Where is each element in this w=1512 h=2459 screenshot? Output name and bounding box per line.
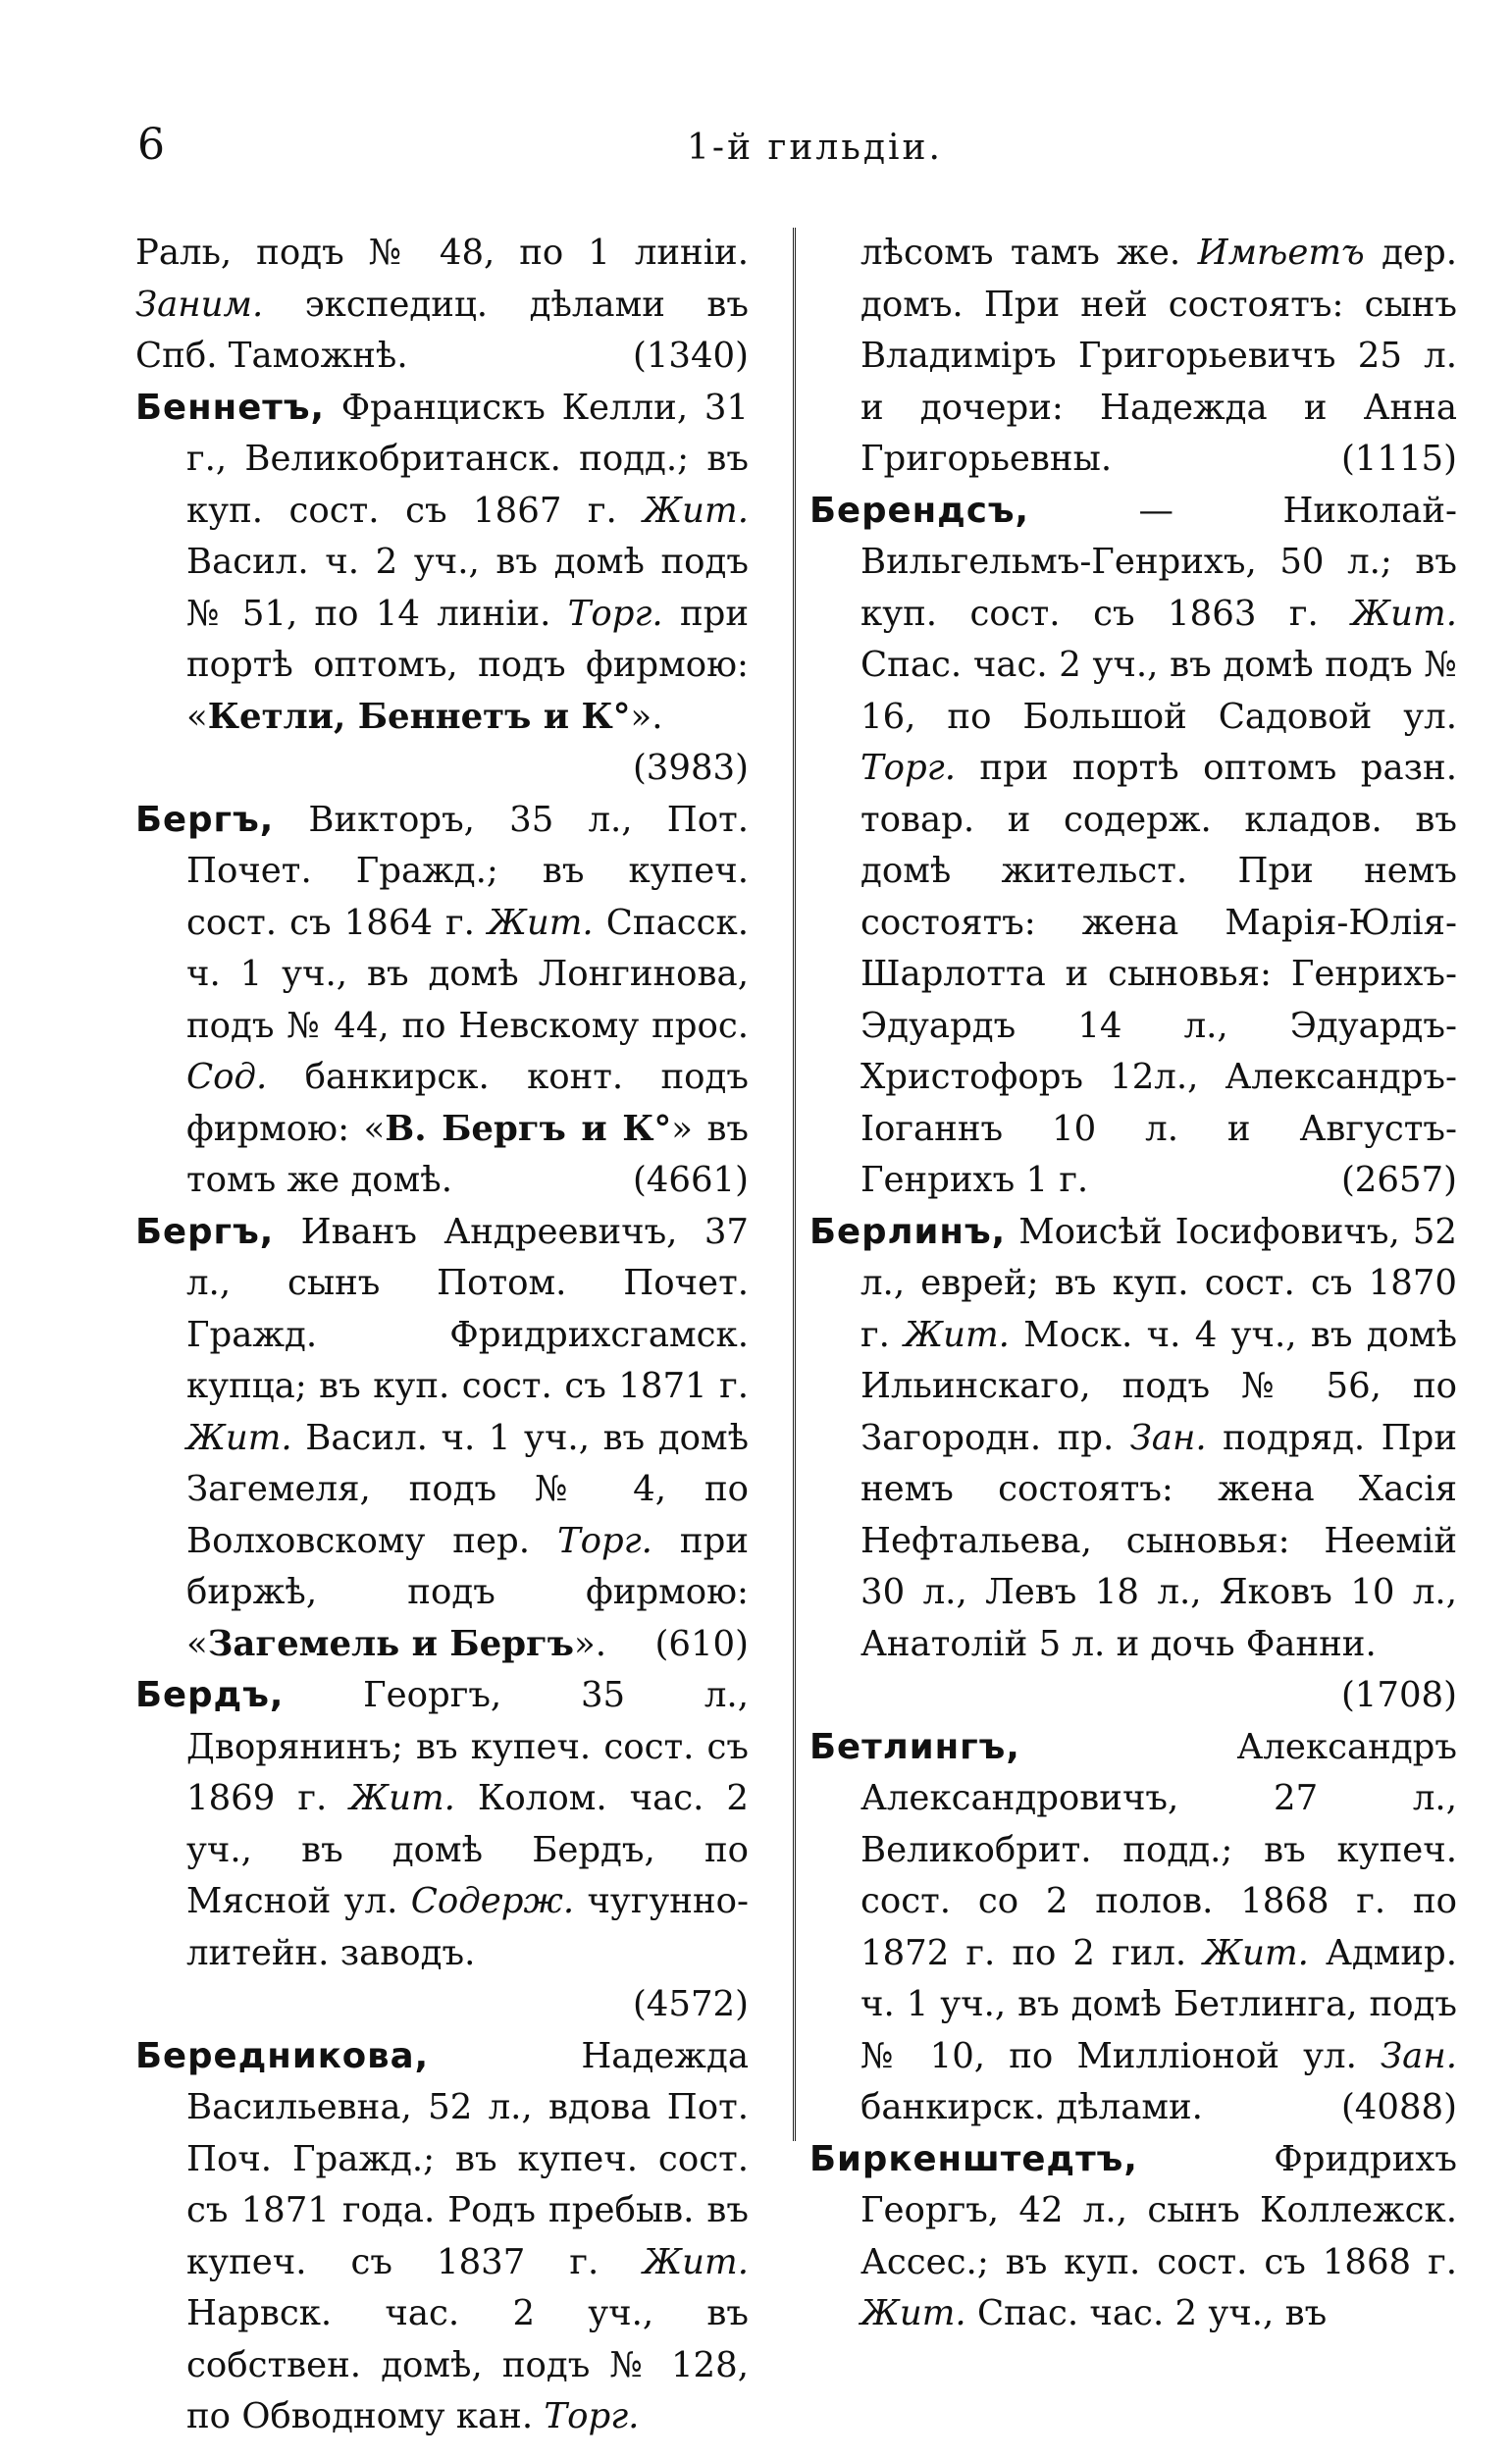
entry-text: лѣсомъ тамъ же.	[860, 233, 1198, 273]
entry-text: Надежда Васильевна, 52 л., вдова Пот. Поч. Гражд.; въ купеч. сост. съ 1871 года. Родъ пребыв. въ купеч. съ 1837 г.	[186, 2035, 749, 2282]
entry-text: Васил. ч. 2 уч., въ домѣ подъ № 51, по 14 линіи.	[186, 542, 749, 634]
entry	[135, 2031, 749, 2443]
entry-text: ».	[630, 696, 663, 737]
entry-surname: Биркенштедтъ,	[809, 2138, 1138, 2179]
entry-number: (610)	[654, 1623, 749, 1664]
entry	[809, 1722, 1457, 2134]
column-divider	[793, 228, 796, 2141]
entry-text: Моск. ч. 4 уч., въ домѣ Ильинскаго, подъ № 56, по Загородн. пр.	[860, 1314, 1458, 1458]
entry-surname: Бергъ,	[135, 799, 275, 840]
entry-number: (2657)	[1340, 1160, 1457, 1200]
entry-text: Фридрихъ Георгъ, 42 л., сынъ Коллежск. Ассес.; въ куп. сост. съ 1868 г.	[860, 2138, 1457, 2282]
entry	[135, 1207, 749, 1671]
entry-text: при портѣ оптомъ разн. товар. и содерж. кладов. въ домѣ жительст. При немъ состоятъ: жена Марія-Юлія-Шарлотта и сыновья: Генрихъ-Эдуардъ 14 л., Эдуардъ-Христофоръ 12л., Александръ-Іоганнъ 10 л. и Августъ-Генрихъ 1 г.	[860, 748, 1457, 1200]
entry-surname: Беннетъ,	[135, 387, 326, 428]
entry-text: Иванъ Андреевичъ, 37 л., сынъ Потом. Почет. Гражд. Фридрихсгамск. купца; въ куп. сост. съ 1871 г.	[186, 1211, 749, 1406]
entry-number: (1708)	[1340, 1675, 1457, 1715]
entry-italic: Заним.	[135, 284, 264, 325]
entry-text: Францискъ Келли, 31 г., Великобританск. подд.; въ куп. сост. съ 1867 г.	[186, 387, 749, 531]
entry	[135, 383, 749, 795]
entry	[135, 795, 749, 1207]
entry-text: — Николай-Вильгельмъ-Генрихъ, 50 л.; въ куп. сост. съ 1863 г.	[860, 490, 1457, 634]
entry-italic: Жит.	[643, 2241, 749, 2282]
running-head: 1-й гильдіи.	[687, 128, 943, 168]
entry-text: Раль, подъ № 48, по 1 линіи.	[135, 233, 749, 273]
entry-text: Александръ Александровичъ, 27 л., Великобрит. подд.; въ купеч. сост. со 2 полов. 1868 г. по 1872 г. по 2 гил.	[860, 1726, 1457, 1973]
entry-text: экспедиц. дѣлами въ Спб. Таможнѣ.	[135, 284, 749, 376]
entry-text: банкирск. дѣлами.	[860, 2087, 1203, 2127]
entry-text: Васил. ч. 1 уч., въ домѣ Загемеля, подъ № 4, по Волховскому пер.	[186, 1417, 749, 1561]
right-column	[809, 228, 1457, 2340]
entry-italic: Зан.	[1129, 1417, 1207, 1458]
entry	[809, 486, 1457, 1207]
entry-text: ».	[574, 1623, 607, 1664]
entry-italic: Жит.	[186, 1417, 292, 1458]
entry	[809, 2134, 1457, 2340]
entry-number: (4572)	[632, 1984, 749, 2024]
entry-italic: Жит.	[1351, 593, 1457, 634]
entry-text: подряд. При немъ состоятъ: жена Хасія Нефтальева, сыновья: Неемій 30 л., Левъ 18 л., Яковъ 10 л., Анатолій 5 л. и дочь Фанни.	[860, 1417, 1457, 1664]
entry-text: чугунно-литейн. заводъ.	[186, 1881, 749, 1973]
entry-italic: Торг.	[567, 593, 663, 634]
entry-italic: Жит.	[860, 2293, 966, 2333]
entry-firm: Кетли, Беннетъ и К°	[207, 696, 631, 737]
entry-surname: Берлинъ,	[809, 1211, 1007, 1252]
entry-firm: Загемель и Бергъ	[207, 1623, 575, 1664]
entry-surname: Бетлингъ,	[809, 1726, 1020, 1767]
entry-italic: Торг.	[860, 748, 957, 788]
entry-italic: Сод.	[186, 1057, 268, 1097]
entry-text: Моисѣй Іосифовичъ, 52 л., еврей; въ куп. сост. съ 1870 г.	[860, 1211, 1457, 1355]
entry-surname: Бередникова,	[135, 2035, 430, 2076]
entry-italic: Жит.	[488, 902, 594, 943]
entry	[809, 1207, 1457, 1722]
entry-italic: Жит.	[643, 490, 749, 531]
entry-italic: Жит.	[349, 1778, 455, 1818]
entry-surname: Берендсъ,	[809, 490, 1030, 531]
entry-text: при биржѣ, подъ фирмою: «	[186, 1520, 749, 1664]
entry-italic: Жит.	[1203, 1932, 1309, 1973]
entry-text: Нарвск. час. 2 уч., въ собствен. домѣ, подъ № 128, по Обводному кан.	[186, 2293, 749, 2436]
entry-surname: Бердъ,	[135, 1675, 285, 1715]
entry-text: при портѣ оптомъ, подъ фирмою: «	[186, 593, 749, 737]
entry-text: Спас. час. 2 уч., въ	[965, 2293, 1328, 2333]
left-column	[135, 228, 749, 2443]
entry-text: Колом. час. 2 уч., въ домѣ Бердъ, по Мясной ул.	[186, 1778, 749, 1921]
entry-text: » въ томъ же домѣ.	[186, 1108, 750, 1200]
page-number: 6	[137, 120, 165, 170]
entry-number: (4088)	[1340, 2087, 1457, 2127]
entry-text: дер. домъ. При ней состоятъ: сынъ Владиміръ Григорьевичъ 25 л. и дочери: Надежда и Анна Григорьевны.	[860, 233, 1457, 479]
entry-number: (4661)	[632, 1160, 749, 1200]
entry-number: (1340)	[632, 336, 749, 376]
entry-text: Викторъ, 35 л., Пот. Почет. Гражд.; въ купеч. сост. съ 1864 г.	[186, 799, 749, 943]
entry-text: Спасск. ч. 1 уч., въ домѣ Лонгинова, подъ № 44, по Невскому прос.	[186, 902, 749, 1046]
entry-italic: Содерж.	[410, 1881, 575, 1921]
entry	[809, 228, 1457, 486]
entry	[135, 228, 749, 383]
entry-italic: Жит.	[904, 1314, 1010, 1355]
entry-surname: Бергъ,	[135, 1211, 275, 1252]
entry-italic: Имѣетъ	[1197, 233, 1365, 273]
entry-number: (1115)	[1340, 439, 1457, 479]
entry-firm: В. Бергъ и К°	[385, 1108, 672, 1149]
entry-text: Георгъ, 35 л., Дворянинъ; въ купеч. сост. съ 1869 г.	[186, 1675, 749, 1818]
entry-text: Адмир. ч. 1 уч., въ домѣ Бетлинга, подъ № 10, по Милліоной ул.	[860, 1932, 1458, 2076]
entry-italic: Зан.	[1381, 2035, 1457, 2076]
entry-italic: Торг.	[556, 1520, 652, 1561]
entry	[135, 1670, 749, 2031]
entry-number: (3983)	[632, 748, 749, 788]
entry-text: Спас. час. 2 уч., въ домѣ подъ № 16, по Большой Садовой ул.	[860, 645, 1457, 737]
entry-italic: Торг.	[544, 2396, 640, 2436]
entry-text: банкирск. конт. подъ фирмою: «	[186, 1057, 749, 1149]
